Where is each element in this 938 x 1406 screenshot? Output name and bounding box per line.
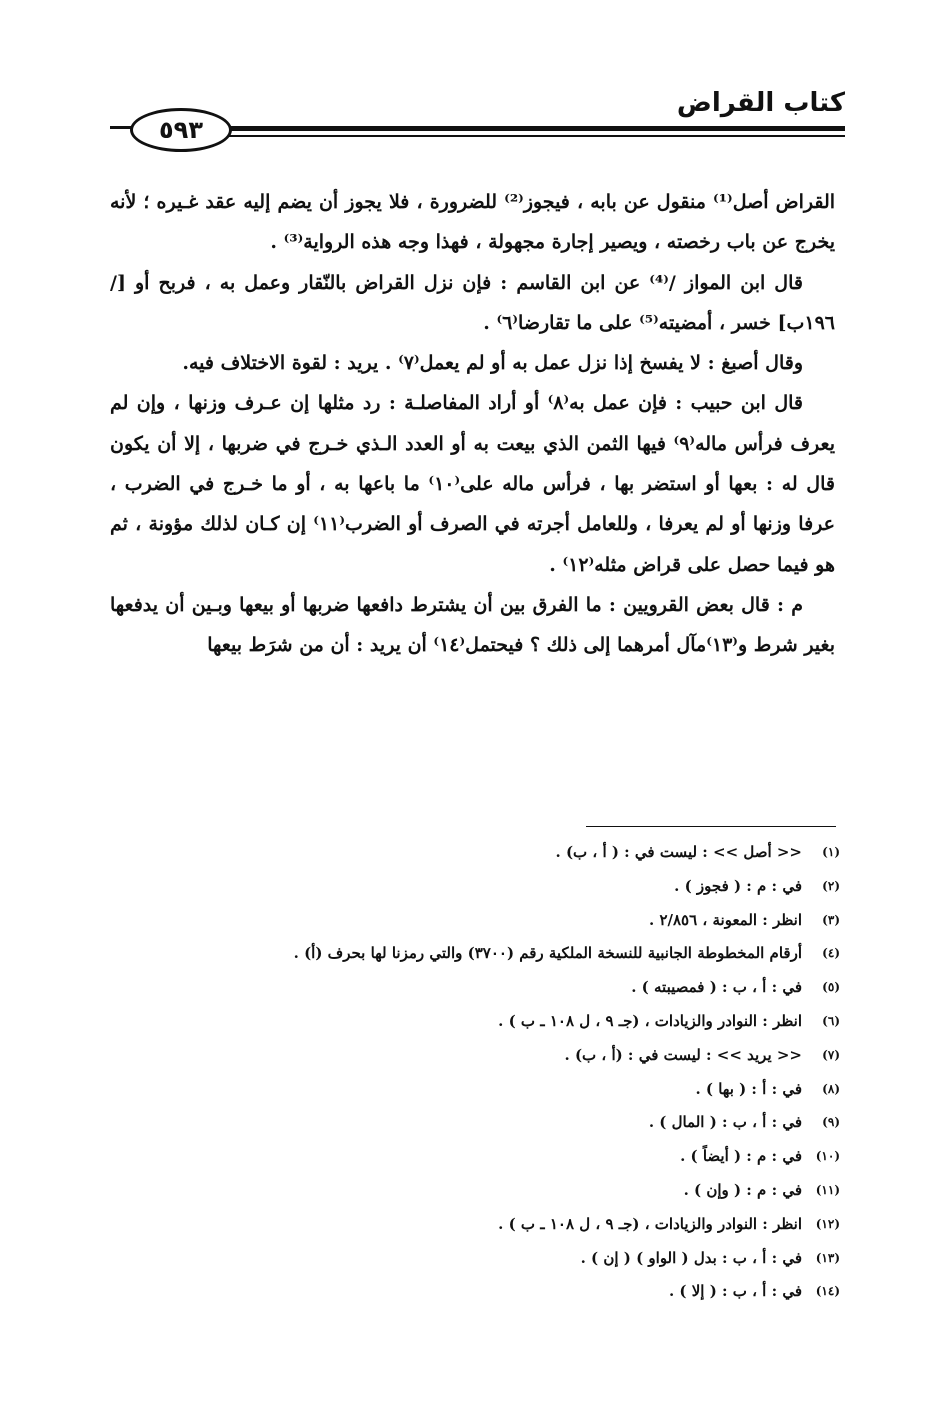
paragraph-5: م : قال بعض القرويين : ما الفرق بين أن يشترط دافعها ضربها أو بيعها وبـين أن يدفعها بغير شرط و⁽١٣⁾مآل أمرهما إلى ذلك ؟ فيحتمل⁽١٤⁾ أن يريد : أن من شرَط بيعها bbox=[110, 593, 835, 657]
footnote bbox=[200, 1039, 840, 1073]
body-text bbox=[110, 182, 835, 666]
footnote-number: (١٣) bbox=[815, 1250, 840, 1265]
footnote bbox=[200, 1275, 840, 1309]
footnote-number: (١٤) bbox=[815, 1284, 840, 1299]
footnote-text: انظر : النوادر والزيادات ، (جـ ٩ ، ل ١٠٨ ـ ب ) . bbox=[498, 1011, 802, 1030]
footnote-text: انظر : المعونة ، ٢/٨٥٦ . bbox=[649, 910, 802, 929]
paragraph-3: وقال أصبغ : لا يفسخ إذا نزل عمل به أو لم يعمل⁽٧⁾ . يريد : لقوة الاختلاف فيه. bbox=[182, 352, 803, 375]
footnote bbox=[200, 1208, 840, 1242]
footnotes bbox=[200, 836, 840, 1309]
footnote-text: << يريد >> : ليست في : (أ ، ب) . bbox=[564, 1045, 802, 1064]
footnote bbox=[200, 1005, 840, 1039]
footnote bbox=[200, 1174, 840, 1208]
paragraph-4: قال ابن حبيب : فإن عمل به⁽٨⁾ أو أراد المفاصلـة : رد مثلها إن عـرف وزنها ، وإن لم يعرف فرأس ماله⁽٩⁾ فيها الثمن الذي بيعت به أو العدد الـذي خـرج في ضربها ، إلا أن يكون قال له : بعها أو استضر بها ، فرأس ماله على⁽١٠⁾ ما باعها به ، أو ما خـرج في الضرب ، عرفا وزنها أو لم يعرفا ، وللعامل أجرته في الصرف أو الضرب⁽١١⁾ إن كـان لذلك مؤونة ، ثم هو فيما حصل على قراض مثله⁽١٢⁾ . bbox=[110, 392, 835, 576]
footnote bbox=[200, 1073, 840, 1107]
page-number: ٥٩٣ bbox=[159, 116, 203, 144]
paragraph-1: القراض أصل⁽¹⁾ منقول عن بابه ، فيجوز⁽²⁾ للضرورة ، فلا يجوز أن يضم إليه عقد غـيره ؛ لأنه يخرج عن باب رخصته ، ويصير إجارة مجهولة ، فهذا وجه هذه الرواية⁽³⁾ . bbox=[110, 191, 836, 254]
header-rule-thin bbox=[200, 135, 845, 137]
footnote bbox=[200, 836, 840, 870]
footnote bbox=[200, 870, 840, 904]
footnote-number: (٢) bbox=[822, 878, 840, 893]
page-header bbox=[110, 86, 845, 156]
footnote-text: أرقام المخطوطة الجانبية للنسخة الملكية رقم (٣٧٠٠) والتي رمزنا لها بحرف (أ) . bbox=[293, 944, 802, 963]
footnote-text: في : أ ، ب : بدل ( الواو ) ( إن ) . bbox=[580, 1248, 802, 1267]
footnote-number: (١٠) bbox=[815, 1149, 840, 1164]
footnote-text: << أصل >> : ليست في : ( أ ، ب) . bbox=[555, 843, 802, 861]
footnote-text: في : أ ، ب : ( فمصيبته ) . bbox=[631, 978, 802, 997]
running-title: كتاب القراض bbox=[676, 88, 845, 118]
footnote bbox=[200, 1140, 840, 1174]
footnote-number: (٩) bbox=[822, 1115, 840, 1130]
footnote-number: (٣) bbox=[822, 912, 840, 927]
footnote-text: في : أ ، ب : ( المال ) . bbox=[648, 1113, 802, 1132]
footnote bbox=[200, 1106, 840, 1140]
footnote-text: في : م : ( أيضاً ) . bbox=[680, 1147, 802, 1166]
header-rule-thick bbox=[200, 126, 845, 131]
footnote-text: في : م : ( فجوز ) . bbox=[674, 876, 802, 895]
footnote-number: (٦) bbox=[822, 1013, 840, 1028]
footnote-text: انظر : النوادر والزيادات ، (جـ ٩ ، ل ١٠٨ ـ ب ) . bbox=[498, 1214, 802, 1233]
footnote bbox=[200, 937, 840, 971]
footnote-number: (١) bbox=[822, 845, 840, 859]
footnote-text: في : م : ( وإن ) . bbox=[683, 1180, 802, 1199]
footnote-number: (٧) bbox=[822, 1047, 840, 1062]
paragraph-2: قال ابن المواز /⁽⁴⁾ عن ابن القاسم : فإن نزل القراض بالنّقار وعمل به ، فربح أو [/١٩٦ب] خسر ، أمضيته⁽⁵⁾ على ما تقارضا⁽٦⁾ . bbox=[110, 271, 835, 334]
footnote-number: (٥) bbox=[822, 980, 840, 995]
footnote-text: في : أ ، ب : ( إلا ) . bbox=[668, 1282, 802, 1301]
footnote-number: (٨) bbox=[822, 1081, 840, 1096]
footnote bbox=[200, 971, 840, 1005]
footnote-number: (١١) bbox=[815, 1182, 840, 1197]
footnote bbox=[200, 904, 840, 938]
page-number-oval bbox=[130, 108, 232, 152]
footnote-number: (١٢) bbox=[815, 1216, 840, 1231]
footnote-number: (٤) bbox=[822, 946, 840, 961]
footnote-text: في : أ : ( بها ) . bbox=[695, 1079, 802, 1098]
footnote bbox=[200, 1242, 840, 1276]
footnote-separator bbox=[586, 826, 836, 827]
